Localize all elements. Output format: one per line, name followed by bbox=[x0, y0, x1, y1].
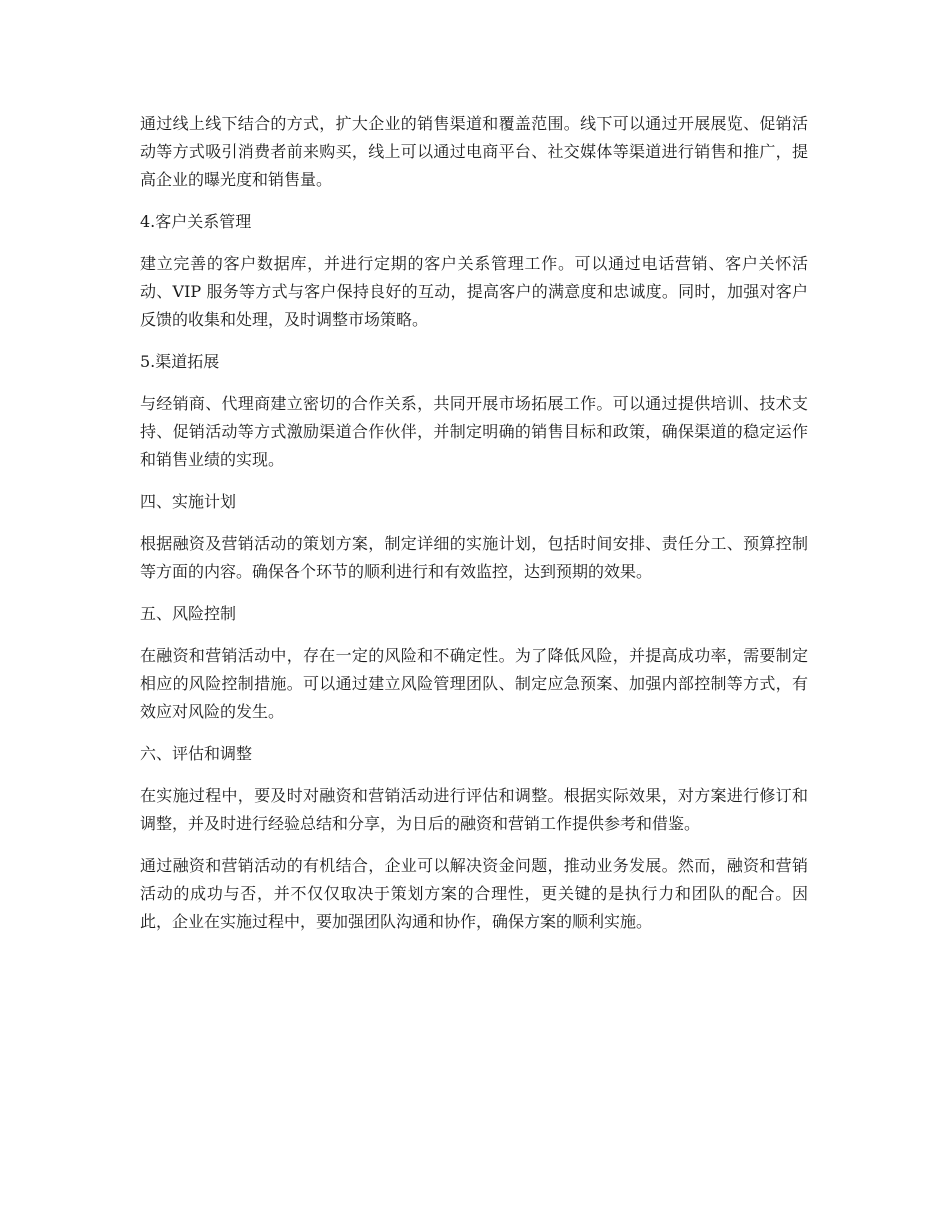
heading-channel-expansion: 5.渠道拓展 bbox=[140, 352, 220, 371]
heading-evaluation-adjustment: 六、评估和调整 bbox=[140, 744, 253, 763]
paragraph-channel-expansion: 与经销商、代理商建立密切的合作关系，共同开展市场拓展工作。可以通过提供培训、技术支持、促销活动等方式激励渠道合作伙伴，并制定明确的销售目标和政策，确保渠道的稳定运作和销售业绩的实现。 bbox=[140, 394, 808, 469]
paragraph-risk-control: 在融资和营销活动中，存在一定的风险和不确定性。为了降低风险，并提高成功率，需要制定相应的风险控制措施。可以通过建立风险管理团队、制定应急预案、加强内部控制等方式，有效应对风险的发生。 bbox=[140, 646, 808, 721]
heading-risk-control: 五、风险控制 bbox=[140, 604, 237, 623]
paragraph-implementation-plan: 根据融资及营销活动的策划方案，制定详细的实施计划，包括时间安排、责任分工、预算控制等方面的内容。确保各个环节的顺利进行和有效监控，达到预期的效果。 bbox=[140, 534, 808, 581]
paragraph-conclusion: 通过融资和营销活动的有机结合，企业可以解决资金问题，推动业务发展。然而，融资和营销活动的成功与否，并不仅仅取决于策划方案的合理性，更关键的是执行力和团队的配合。因此，企业在实施过程中，要加强团队沟通和协作，确保方案的顺利实施。 bbox=[140, 856, 808, 931]
document-body bbox=[140, 110, 808, 950]
paragraph-evaluation-adjustment: 在实施过程中，要及时对融资和营销活动进行评估和调整。根据实际效果，对方案进行修订和调整，并及时进行经验总结和分享，为日后的融资和营销工作提供参考和借鉴。 bbox=[140, 786, 808, 833]
heading-implementation-plan: 四、实施计划 bbox=[140, 492, 237, 511]
heading-customer-relations: 4.客户关系管理 bbox=[140, 212, 252, 231]
paragraph-channels: 通过线上线下结合的方式，扩大企业的销售渠道和覆盖范围。线下可以通过开展展览、促销活动等方式吸引消费者前来购买，线上可以通过电商平台、社交媒体等渠道进行销售和推广，提高企业的曝光度和销售量。 bbox=[140, 114, 808, 189]
paragraph-customer-relations: 建立完善的客户数据库，并进行定期的客户关系管理工作。可以通过电话营销、客户关怀活动、VIP 服务等方式与客户保持良好的互动，提高客户的满意度和忠诚度。同时，加强对客户反馈的收集和处理，及时调整市场策略。 bbox=[140, 254, 808, 329]
